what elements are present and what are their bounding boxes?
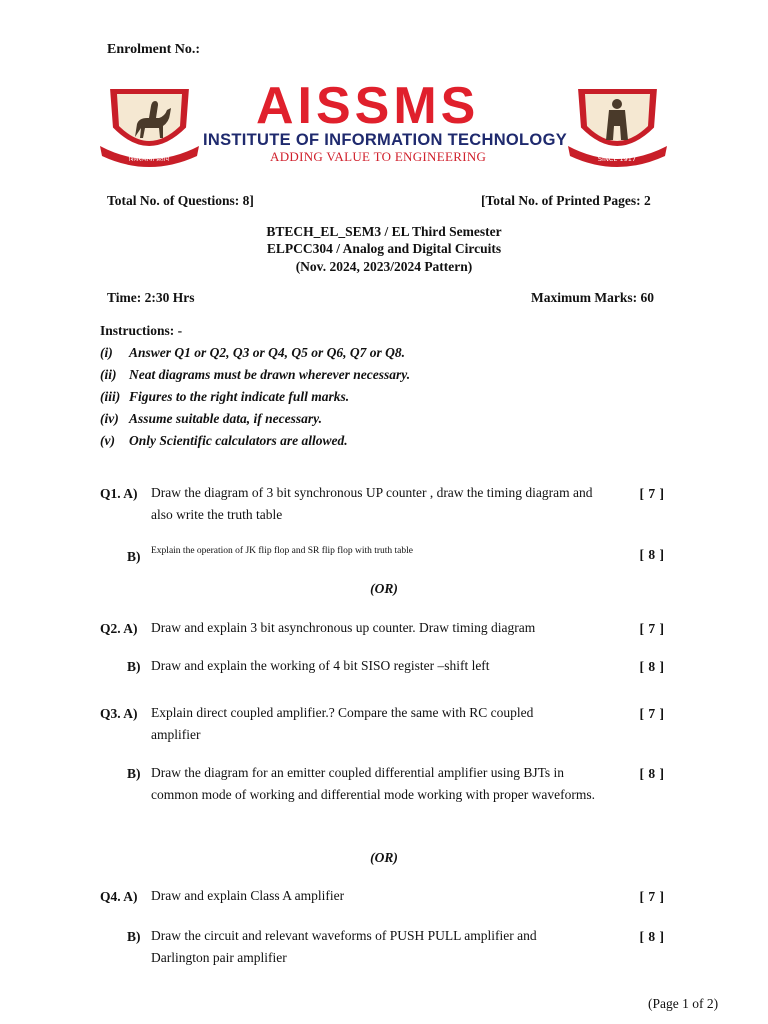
instruction-text: Only Scientific calculators are allowed. bbox=[129, 433, 348, 448]
paper-line: ELPCC304 / Analog and Digital Circuits bbox=[266, 241, 502, 256]
college-emblem-right bbox=[565, 82, 670, 168]
instruction-text: Assume suitable data, if necessary. bbox=[129, 411, 323, 426]
institute-tagline: ADDING VALUE TO ENGINEERING bbox=[270, 149, 487, 164]
question-marks: [ 8 ] bbox=[639, 929, 664, 944]
institute-logo-title: AISSMS bbox=[256, 77, 480, 135]
question-text: Explain direct coupled amplifier.? Compare the same with RC coupled amplifier bbox=[151, 705, 534, 742]
instruction-item bbox=[100, 367, 410, 383]
question-text: Draw the diagram of 3 bit synchronous UP counter , draw the timing diagram and also write the truth table bbox=[151, 485, 593, 522]
question-label: B) bbox=[127, 659, 141, 674]
instruction-number: (iv) bbox=[100, 411, 119, 426]
question-text: Draw the diagram for an emitter coupled differential amplifier using BJTs in common mode of working and differential mode working with proper waveforms. bbox=[151, 765, 596, 802]
or-separator: (OR) bbox=[370, 850, 398, 865]
question-label: B) bbox=[127, 549, 141, 564]
question-label: Q2. A) bbox=[100, 621, 138, 636]
instruction-text: Neat diagrams must be drawn wherever necessary. bbox=[129, 367, 411, 382]
instruction-item bbox=[100, 345, 405, 361]
question-marks: [ 8 ] bbox=[639, 547, 664, 562]
page-number: (Page 1 of 2) bbox=[648, 996, 719, 1011]
question-text: Draw and explain 3 bit asynchronous up counter. Draw timing diagram bbox=[151, 620, 536, 635]
maximum-marks: Maximum Marks: 60 bbox=[531, 290, 654, 305]
question-label: B) bbox=[127, 766, 141, 781]
pattern-line: (Nov. 2024, 2023/2024 Pattern) bbox=[295, 259, 473, 274]
total-printed-pages: [Total No. of Printed Pages: 2 bbox=[481, 193, 651, 208]
question-label: Q3. A) bbox=[100, 706, 138, 721]
question-marks: [ 7 ] bbox=[639, 889, 664, 904]
instruction-item bbox=[100, 389, 349, 405]
question-text: Draw and explain the working of 4 bit SISO register –shift left bbox=[151, 658, 490, 673]
or-separator: (OR) bbox=[370, 581, 398, 596]
instruction-number: (i) bbox=[100, 345, 113, 360]
question-marks: [ 7 ] bbox=[639, 621, 664, 636]
enrolment-label: Enrolment No.: bbox=[107, 42, 201, 57]
question-text: Draw and explain Class A amplifier bbox=[151, 888, 345, 903]
question-label: Q4. A) bbox=[100, 889, 138, 904]
instruction-item bbox=[100, 411, 322, 427]
question-marks: [ 8 ] bbox=[639, 659, 664, 674]
question-text: Draw the circuit and relevant waveforms of PUSH PULL amplifier and Darlington pair amplifier bbox=[151, 928, 537, 965]
question-marks: [ 8 ] bbox=[639, 766, 664, 781]
exam-time: Time: 2:30 Hrs bbox=[107, 290, 195, 305]
total-questions: Total No. of Questions: 8] bbox=[107, 193, 254, 208]
question-text: Explain the operation of JK flip flop and SR flip flop with truth table bbox=[151, 546, 413, 556]
instruction-number: (iii) bbox=[100, 389, 121, 404]
course-line: BTECH_EL_SEM3 / EL Third Semester bbox=[266, 224, 502, 239]
instruction-text: Figures to the right indicate full marks. bbox=[129, 389, 350, 404]
institute-name: INSTITUTE OF INFORMATION TECHNOLOGY bbox=[203, 131, 568, 149]
question-marks: [ 7 ] bbox=[639, 486, 664, 501]
college-emblem-left bbox=[97, 82, 202, 168]
instructions-heading: Instructions: - bbox=[100, 323, 183, 338]
question-label: Q1. A) bbox=[100, 486, 138, 501]
question-label: B) bbox=[127, 929, 141, 944]
left-emblem-motto: शिवरायांचा प्रताप bbox=[128, 155, 170, 163]
instruction-text: Answer Q1 or Q2, Q3 or Q4, Q5 or Q6, Q7 or Q8. bbox=[129, 345, 406, 360]
right-emblem-since: SINCE 1917 bbox=[597, 155, 637, 163]
instruction-item bbox=[100, 433, 348, 449]
question-marks: [ 7 ] bbox=[639, 706, 664, 721]
instruction-number: (ii) bbox=[100, 367, 117, 382]
instruction-number: (v) bbox=[100, 433, 115, 448]
